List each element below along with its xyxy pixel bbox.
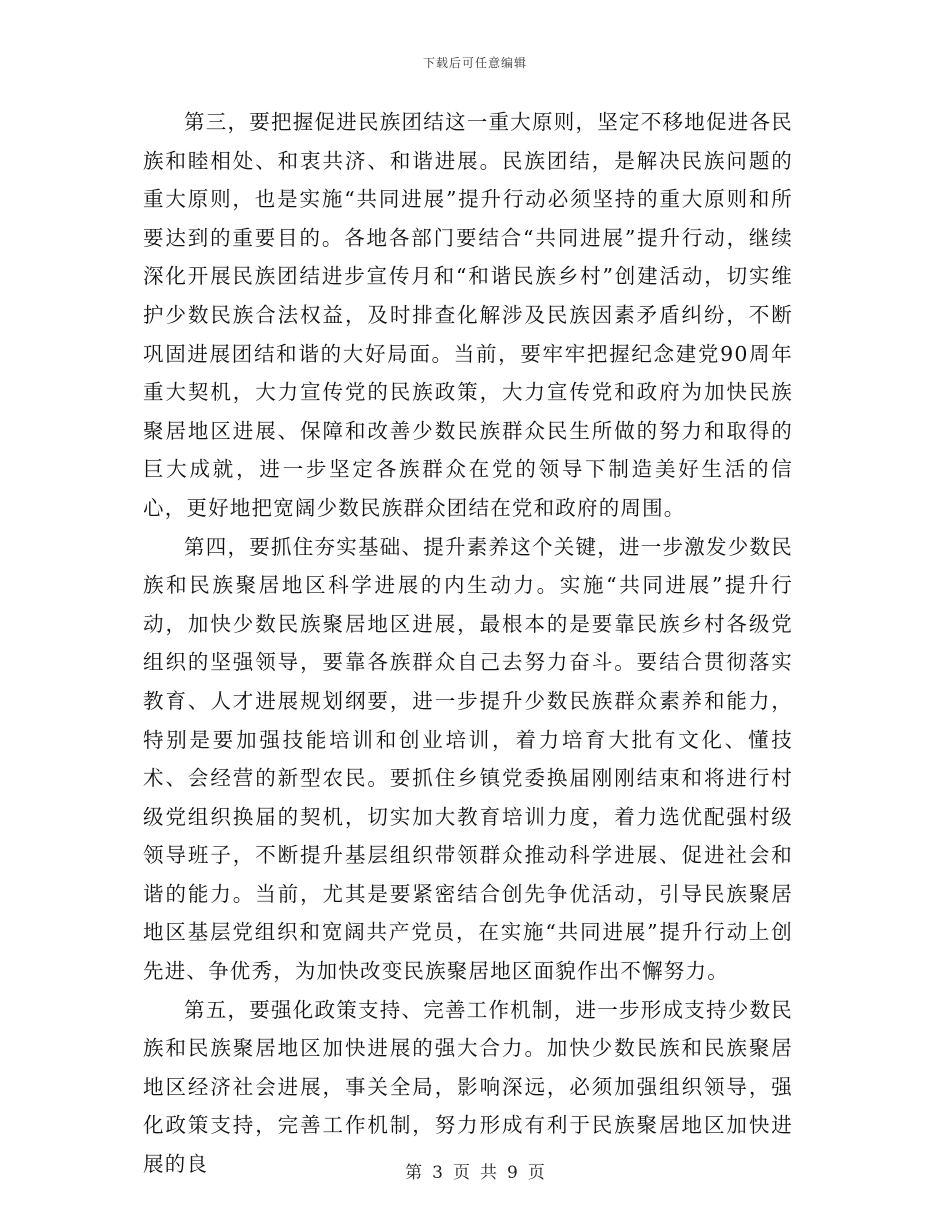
paragraph-fifth-policy: 第五，要强化政策支持、完善工作机制，进一步形成支持少数民族和民族聚居地区加快进展的强大合力。加快少数民族和民族聚居地区经济社会进展，事关全局，影响深远，必须加强组织领导，强化政策支持，完善工作机制，努力形成有利于民族聚居地区加快进展的良 (143, 997, 793, 1177)
footer-total-word: 共 (480, 1163, 497, 1183)
footer-prefix: 第 (405, 1163, 423, 1183)
page-header: 下载后可任意编辑 (422, 56, 527, 70)
paragraph-third-principle: 第三，要把握促进民族团结这一重大原则，坚定不移地促进各民族和睦相处、和衷共济、和谐进展。民族团结，是解决民族问题的重大原则，也是实施“共同进展”提升行动必须坚持的重大原则和所要达到的重要目的。各地各部门要结合“共同进展”提升行动，继续深化开展民族团结进步宣传月和“和谐民族乡村”创建活动，切实维护少数民族合法权益，及时排查化解涉及民族因素矛盾纠纷，不断巩固进展团结和谐的大好局面。当前，要牢牢把握纪念建党90周年重大契机，大力宣传党的民族政策，大力宣传党和政府为加快民族聚居地区进展、保障和改善少数民族群众民生所做的努力和取得的巨大成就，进一步坚定各族群众在党的领导下制造美好生活的信心，更好地把宽阔少数民族群众团结在党和政府的周围。 (143, 110, 793, 520)
document-body (143, 103, 793, 1184)
footer-suffix: 页 (527, 1163, 545, 1183)
page-footer (0, 1158, 950, 1183)
footer-page-word: 页 (453, 1163, 470, 1183)
paragraph-fourth-foundation: 第四，要抓住夯实基础、提升素养这个关键，进一步激发少数民族和民族聚居地区科学进展的内生动力。实施“共同进展”提升行动，加快少数民族聚居地区进展，最根本的是要靠民族乡村各级党组织的坚强领导，要靠各族群众自己去努力奋斗。要结合贯彻落实教育、人才进展规划纲要，进一步提升少数民族群众素养和能力，特别是要加强技能培训和创业培训，着力培育大批有文化、懂技术、会经营的新型农民。要抓住乡镇党委换届刚刚结束和将进行村级党组织换届的契机，切实加大教育培训力度，着力选优配强村级领导班子，不断提升基层组织带领群众推动科学进展、促进社会和谐的能力。当前，尤其是要紧密结合创先争优活动，引导民族聚居地区基层党组织和宽阔共产党员，在实施“共同进展”提升行动上创先进、争优秀，为加快改变民族聚居地区面貌作出不懈努力。 (143, 534, 793, 984)
total-page-count: 9 (507, 1163, 518, 1183)
current-page-number: 3 (432, 1163, 443, 1183)
